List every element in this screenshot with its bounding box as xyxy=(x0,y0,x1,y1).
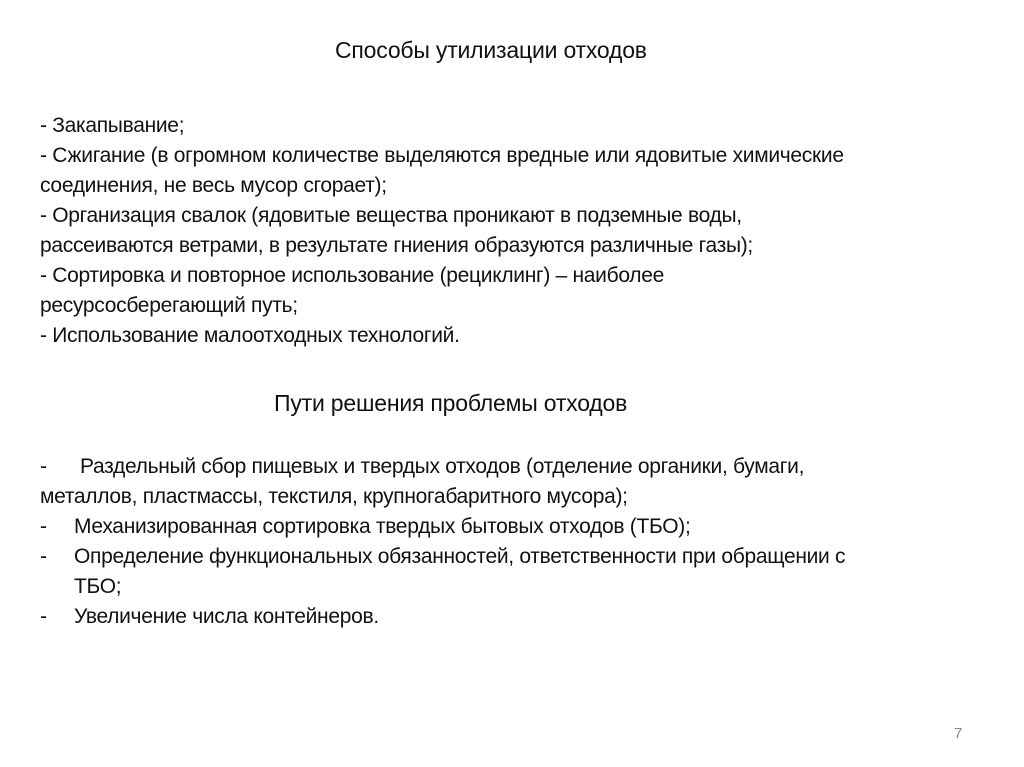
list-line: - Закапывание; xyxy=(40,114,185,137)
solutions-list xyxy=(40,452,1000,632)
disposal-methods-list xyxy=(40,111,1000,351)
list-line: соединения, не весь мусор сгорает); xyxy=(40,174,387,197)
list-item-text: Определение функциональных обязанностей, ответственности при обращении с xyxy=(74,545,846,568)
list-item xyxy=(40,512,1000,542)
list-item-text: Раздельный сбор пищевых и твердых отходов (отделение органики, бумаги, xyxy=(80,455,805,478)
bullet-dash: - xyxy=(40,545,47,568)
bullet-dash: - xyxy=(40,455,47,478)
list-item-text: ТБО; xyxy=(74,575,122,598)
page-number: 7 xyxy=(954,725,963,742)
bullet-dash: - xyxy=(40,515,47,538)
bullet-dash: - xyxy=(40,605,47,628)
list-line: - Сортировка и повторное использование (рециклинг) – наиболее xyxy=(40,264,664,287)
list-line: рассеиваются ветрами, в результате гниения образуются различные газы); xyxy=(40,234,753,257)
list-item xyxy=(40,452,1000,512)
list-line: ресурсосберегающий путь; xyxy=(40,294,298,317)
list-line: - Использование малоотходных технологий. xyxy=(40,324,460,347)
section-title-solutions: Пути решения проблемы отходов xyxy=(274,390,628,416)
list-line: - Сжигание (в огромном количестве выделяются вредные или ядовитые химические xyxy=(40,144,844,167)
section-title-disposal-methods: Способы утилизации отходов xyxy=(335,37,647,63)
list-item-text: Механизированная сортировка твердых бытовых отходов (ТБО); xyxy=(74,515,691,538)
list-item xyxy=(40,602,1000,632)
list-item-text: Увеличение числа контейнеров. xyxy=(74,605,379,628)
list-item xyxy=(40,542,1000,602)
list-line: - Организация свалок (ядовитые вещества проникают в подземные воды, xyxy=(40,204,742,227)
list-item-text: металлов, пластмассы, текстиля, крупногабаритного мусора); xyxy=(40,485,628,508)
